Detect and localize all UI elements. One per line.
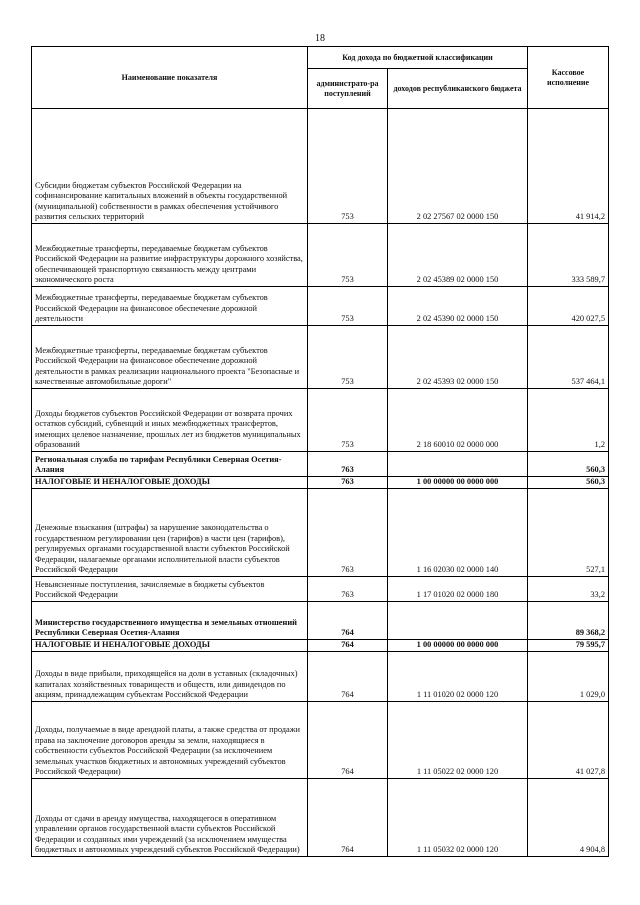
row-admin-code: 764 [308, 702, 388, 779]
table-row [32, 389, 609, 452]
header-revenue-code: доходов республиканского бюджета [388, 69, 528, 109]
row-admin-code: 763 [308, 489, 388, 577]
row-amount: 537 464,1 [528, 326, 609, 389]
row-revenue-code [388, 602, 528, 640]
row-admin-code: 753 [308, 109, 388, 224]
row-admin-code: 763 [308, 577, 388, 602]
row-name: Доходы в виде прибыли, приходящейся на доли в уставных (складочных) капиталах хозяйственных товариществ и обществ, или дивидендов по акциям, принадлежащим субъектам Российской Федерации [32, 652, 308, 702]
row-name: Доходы бюджетов субъектов Российской Федерации от возврата прочих остатков субсидий, субвенций и иных межбюджетных трансфертов, имеющих целевое назначение, прошлых лет из бюджетов муниципальных образований [32, 389, 308, 452]
table-row [32, 477, 609, 489]
row-amount: 41 914,2 [528, 109, 609, 224]
row-revenue-code: 2 18 60010 02 0000 000 [388, 389, 528, 452]
row-admin-code: 753 [308, 224, 388, 287]
row-admin-code: 753 [308, 389, 388, 452]
budget-revenue-table [31, 46, 609, 857]
row-name: Доходы, получаемые в виде арендной платы, а также средства от продажи права на заключение договоров аренды за земли, находящиеся в собственности субъектов Российской Федерации (за исключением земельных участков бюджетных и автономных учреждений субъектов Российской Федерации) [32, 702, 308, 779]
row-admin-code: 763 [308, 452, 388, 477]
row-revenue-code: 1 11 05022 02 0000 120 [388, 702, 528, 779]
page-number: 18 [315, 33, 325, 44]
table-row [32, 326, 609, 389]
row-amount: 89 368,2 [528, 602, 609, 640]
row-amount: 41 027,8 [528, 702, 609, 779]
row-name: Межбюджетные трансферты, передаваемые бюджетам субъектов Российской Федерации на финансовое обеспечение дорожной деятельности в рамках реализации национального проекта "Безопасные и качественные автомобильные дороги" [32, 326, 308, 389]
row-revenue-code: 2 02 27567 02 0000 150 [388, 109, 528, 224]
row-admin-code: 763 [308, 477, 388, 489]
row-revenue-code: 1 11 01020 02 0000 120 [388, 652, 528, 702]
row-name: Невыясненные поступления, зачисляемые в бюджеты субъектов Российской Федерации [32, 577, 308, 602]
row-amount: 79 595,7 [528, 640, 609, 652]
table-row [32, 287, 609, 326]
table-row [32, 489, 609, 577]
row-revenue-code: 1 00 00000 00 0000 000 [388, 640, 528, 652]
table-row [32, 452, 609, 477]
header-indicator: Наименование показателя [32, 47, 308, 109]
row-admin-code: 764 [308, 652, 388, 702]
row-name: Доходы от сдачи в аренду имущества, находящегося в оперативном управлении органов государственной власти субъектов Российской Федерации и созданных ими учреждений (за исключением имущества бюджетных и автономных учреждений субъектов Российской Федерации) [32, 779, 308, 857]
row-amount: 33,2 [528, 577, 609, 602]
row-amount: 1 029,0 [528, 652, 609, 702]
row-name: НАЛОГОВЫЕ И НЕНАЛОГОВЫЕ ДОХОДЫ [32, 640, 308, 652]
row-admin-code: 753 [308, 287, 388, 326]
row-revenue-code: 1 16 02030 02 0000 140 [388, 489, 528, 577]
row-amount: 527,1 [528, 489, 609, 577]
row-amount: 333 589,7 [528, 224, 609, 287]
row-name: Субсидии бюджетам субъектов Российской Федерации на софинансирование капитальных вложений в объекты государственной (муниципальной) собственности в рамках обеспечения устойчивого развития сельских территорий [32, 109, 308, 224]
row-name: Денежные взыскания (штрафы) за нарушение законодательства о государственном регулировании цен (тарифов) в части цен (тарифов), регулируемых органами государственной власти субъектов Российской Федерации, налагаемые органами исполнительной власти субъектов Российской Федерации [32, 489, 308, 577]
table-row [32, 577, 609, 602]
row-amount: 420 027,5 [528, 287, 609, 326]
row-revenue-code: 1 17 01020 02 0000 180 [388, 577, 528, 602]
row-revenue-code: 2 02 45393 02 0000 150 [388, 326, 528, 389]
table-row [32, 602, 609, 640]
row-revenue-code: 1 11 05032 02 0000 120 [388, 779, 528, 857]
row-revenue-code: 1 00 00000 00 0000 000 [388, 477, 528, 489]
row-amount: 4 904,8 [528, 779, 609, 857]
table-row [32, 109, 609, 224]
row-amount: 1,2 [528, 389, 609, 452]
row-admin-code: 764 [308, 779, 388, 857]
row-admin-code: 764 [308, 602, 388, 640]
row-name: Министерство государственного имущества и земельных отношений Республики Северная Осетия-Алания [32, 602, 308, 640]
row-amount: 560,3 [528, 452, 609, 477]
table-row [32, 652, 609, 702]
table-row [32, 702, 609, 779]
header-execution: Кассовое исполнение [528, 47, 609, 109]
table-row [32, 224, 609, 287]
row-name: Межбюджетные трансферты, передаваемые бюджетам субъектов Российской Федерации на финансовое обеспечение дорожной деятельности [32, 287, 308, 326]
table-row [32, 779, 609, 857]
table-row [32, 640, 609, 652]
row-revenue-code: 2 02 45389 02 0000 150 [388, 224, 528, 287]
header-admin: администрато-ра поступлений [308, 69, 388, 109]
row-revenue-code [388, 452, 528, 477]
row-name: НАЛОГОВЫЕ И НЕНАЛОГОВЫЕ ДОХОДЫ [32, 477, 308, 489]
header-code-group: Код дохода по бюджетной классификации [308, 47, 528, 69]
row-admin-code: 753 [308, 326, 388, 389]
row-admin-code: 764 [308, 640, 388, 652]
row-name: Межбюджетные трансферты, передаваемые бюджетам субъектов Российской Федерации на развитие инфраструктуры дорожного хозяйства, обеспечивающей транспортную связанность между центрами экономического роста [32, 224, 308, 287]
row-amount: 560,3 [528, 477, 609, 489]
row-revenue-code: 2 02 45390 02 0000 150 [388, 287, 528, 326]
row-name: Региональная служба по тарифам Республики Северная Осетия-Алания [32, 452, 308, 477]
